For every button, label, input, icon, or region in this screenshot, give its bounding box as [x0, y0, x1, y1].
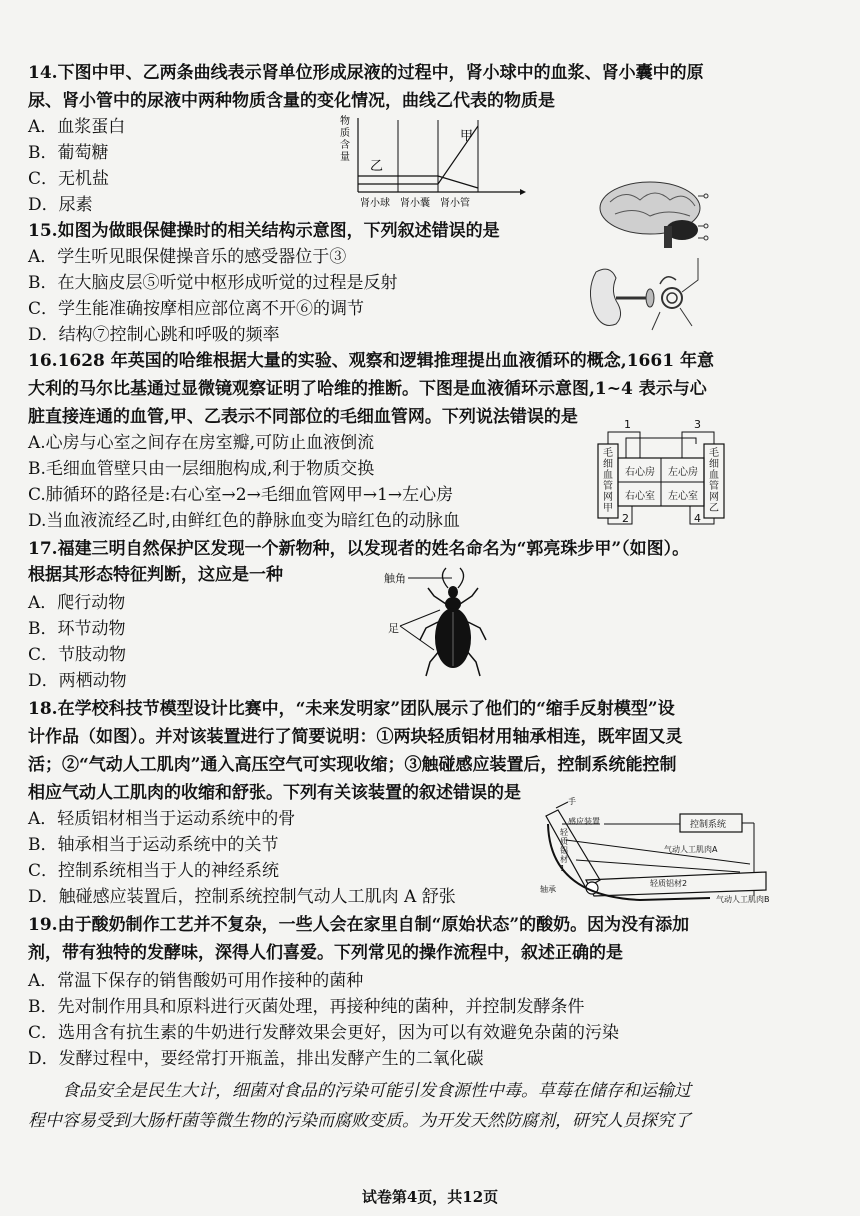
q14-stem-line2: 尿、肾小管中的尿液中两种物质含量的变化情况，曲线乙代表的物质是 [28, 91, 555, 111]
q18-label-sensor: 感应装置 [568, 817, 600, 826]
q14-ylabel-1: 物 [340, 116, 350, 127]
q16-capillary-jia: 毛细血管网甲 [603, 448, 613, 514]
q16-option-b[interactable]: B.毛细血管壁只由一层细胞构成,利于物质交换 [28, 459, 375, 479]
beetle-icon [420, 568, 486, 676]
brainstem-icon [664, 226, 672, 248]
q16-num-3: 3 [694, 418, 701, 431]
q17-option-c[interactable]: C．节肢动物 [28, 645, 127, 665]
q14-ylabel-4: 量 [340, 152, 350, 163]
q15-brain-ear-diagram [580, 180, 710, 340]
q17-option-a[interactable]: A．爬行动物 [28, 593, 126, 613]
passage-line1: 食品安全是民生大计，细菌对食品的污染可能引发食源性中毒。草莓在储存和运输过 [62, 1081, 691, 1101]
q18-stem-line4: 相应气动人工肌肉的收缩和舒张。下列有关该装置的叙述错误的是 [28, 783, 521, 803]
q16-capillary-yi: 毛细血管网乙 [709, 448, 719, 514]
q16-left-ventricle: 左心室 [668, 491, 698, 502]
q18-reflex-model-figure [540, 797, 780, 906]
q14-kidney-chart [330, 112, 530, 210]
q19-option-b[interactable]: B．先对制作用具和原料进行灭菌处理，再接种纯的菌种，并控制发酵条件 [28, 997, 585, 1017]
q17-stem-line1: 17.福建三明自然保护区发现一个新物种，以发现者的姓名命名为“郭亮珠步甲”（如图）。 [28, 539, 690, 559]
q17-beetle-figure [380, 566, 510, 680]
q16-stem-line3: 脏直接连通的血管,甲、乙表示不同部位的毛细血管网。下列说法错误的是 [28, 407, 578, 427]
page-footer: 试卷第4页，共12页 [361, 1188, 499, 1206]
q18-option-a[interactable]: A．轻质铝材相当于运动系统中的骨 [28, 809, 296, 829]
q16-stem-line2: 大利的马尔比基通过显微镜观察证明了哈维的推断。下图是血液循环示意图,1~4 表示与心 [28, 379, 707, 399]
q19-option-c[interactable]: C．选用含有抗生素的牛奶进行发酵效果会更好，因为可以有效避免杂菌的污染 [28, 1023, 620, 1043]
q16-left-atrium: 左心房 [668, 467, 698, 478]
passage-line2: 程中容易受到大肠杆菌等微生物的污染而腐败变质。为开发天然防腐剂，研究人员探究了 [28, 1111, 691, 1131]
q16-option-a[interactable]: A.心房与心室之间存在房室瓣,可防止血液倒流 [28, 433, 375, 453]
q18-label-muscle-a: 气动人工肌肉A [664, 845, 718, 854]
q14-xtick-3: 肾小管 [440, 198, 470, 209]
q19-option-a[interactable]: A．常温下保存的销售酸奶可用作接种的菌种 [28, 971, 364, 991]
q18-label-bar2: 轻质铝材2 [650, 879, 688, 888]
q17-label-antenna: 触角 [384, 572, 406, 585]
q16-num-4: 4 [694, 512, 701, 525]
q18-label-bearing: 轴承 [540, 885, 556, 894]
q18-label-control: 控制系统 [690, 820, 727, 830]
q18-label-bar1: 轻质铝材1 [560, 828, 568, 873]
q15-option-a[interactable]: A．学生听见眼保健操音乐的感受器位于③ [28, 247, 347, 267]
q19-option-d[interactable]: D．发酵过程中，要经常打开瓶盖，排出发酵产生的二氧化碳 [28, 1049, 484, 1069]
q14-stem-line1: 14.下图中甲、乙两条曲线表示肾单位形成尿液的过程中，肾小球中的血浆、肾小囊中的原 [28, 63, 704, 83]
q17-stem-line2: 根据其形态特征判断，这应是一种 [28, 565, 283, 585]
q18-option-d[interactable]: D．触碰感应装置后，控制系统控制气动人工肌肉 A 舒张 [28, 887, 456, 907]
q18-stem-line2: 计作品（如图）。并对该装置进行了简要说明：①两块轻质铝材用轴承相连，既牢固又灵 [28, 727, 683, 747]
q16-right-atrium: 右心房 [625, 467, 655, 478]
q14-xtick-2: 肾小囊 [400, 198, 430, 209]
q18-stem-line1: 18.在学校科技节模型设计比赛中，“未来发明家”团队展示了他们的“缩手反射模型”设 [28, 699, 675, 719]
q15-option-c[interactable]: C．学生能准确按摩相应部位离不开⑥的调节 [28, 299, 365, 319]
q16-right-ventricle: 右心室 [625, 491, 655, 502]
q17-option-b[interactable]: B．环节动物 [28, 619, 126, 639]
q17-label-leg: 足 [388, 622, 399, 635]
q18-stem-line3: 活；②“气动人工肌肉”通入高压空气可实现收缩；③触碰感应装置后，控制系统能控制 [28, 755, 677, 775]
q14-label-yi: 乙 [370, 159, 384, 174]
q14-option-d[interactable]: D．尿素 [28, 195, 93, 215]
q14-xtick-1: 肾小球 [360, 198, 390, 209]
q16-stem-line1: 16.1628 年英国的哈维根据大量的实验、观察和逻辑推理提出血液循环的概念,1661 年意 [28, 351, 714, 371]
q17-option-d[interactable]: D．两栖动物 [28, 671, 127, 691]
q15-stem-line1: 15.如图为做眼保健操时的相关结构示意图，下列叙述错误的是 [28, 221, 500, 241]
q16-option-c[interactable]: C.肺循环的路径是:右心室→2→毛细血管网甲→1→左心房 [28, 485, 454, 505]
q18-label-hand: 手 [568, 797, 576, 806]
q16-circulation-diagram [596, 420, 726, 528]
q14-ylabel-3: 含 [340, 140, 350, 151]
q18-label-muscle-b: 气动人工肌肉B [716, 895, 770, 904]
q16-num-1: 1 [624, 418, 631, 431]
q15-option-d[interactable]: D．结构⑦控制心跳和呼吸的频率 [28, 325, 280, 345]
q14-ylabel-2: 质 [340, 128, 350, 139]
q16-option-d[interactable]: D.当血液流经乙时,由鲜红色的静脉血变为暗红色的动脉血 [28, 511, 460, 531]
q14-label-jia: 甲 [460, 129, 474, 144]
q16-num-2: 2 [622, 512, 629, 525]
q14-curve-yi [358, 176, 478, 188]
q15-option-b[interactable]: B．在大脑皮层⑤听觉中枢形成听觉的过程是反射 [28, 273, 398, 293]
q14-option-b[interactable]: B．葡萄糖 [28, 143, 109, 163]
cochlea-icon [662, 288, 682, 308]
q18-option-b[interactable]: B．轴承相当于运动系统中的关节 [28, 835, 279, 855]
q14-option-c[interactable]: C．无机盐 [28, 169, 110, 189]
q14-option-a[interactable]: A．血浆蛋白 [28, 117, 126, 137]
q19-stem-line1: 19.由于酸奶制作工艺并不复杂，一些人会在家里自制“原始状态”的酸奶。因为没有添加 [28, 915, 690, 935]
q19-stem-line2: 剂，带有独特的发酵味，深得人们喜爱。下列常见的操作流程中，叙述正确的是 [28, 943, 623, 963]
q18-option-c[interactable]: C．控制系统相当于人的神经系统 [28, 861, 280, 881]
